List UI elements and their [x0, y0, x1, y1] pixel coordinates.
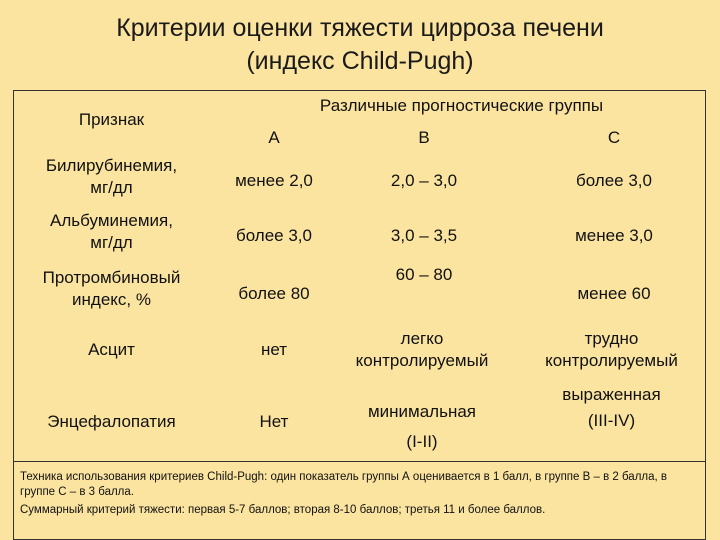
row-bilirubin-label	[14, 155, 209, 199]
value-line-2: контролируемый	[355, 351, 489, 370]
value-line-2: (I-II)	[406, 432, 438, 451]
scoring-notes	[13, 462, 706, 540]
label-line-1: Протромбиновый	[42, 268, 181, 287]
row-albumin-a: более 3,0	[235, 226, 312, 245]
row-bilirubin-b: 2,0 – 3,0	[390, 171, 458, 190]
value-line-2: контролируемый	[545, 351, 678, 370]
criteria-table	[13, 90, 706, 462]
row-ascites-c	[519, 328, 704, 372]
note-severity-criterion: Суммарный критерий тяжести: первая 5-7 баллов; вторая 8-10 баллов; третья 11 и более баллов.	[20, 504, 546, 516]
row-albumin-b: 3,0 – 3,5	[390, 226, 458, 245]
header-sign: Признак	[78, 110, 145, 129]
row-prothrombin-c: менее 60	[577, 284, 651, 303]
row-albumin-c: менее 3,0	[575, 226, 653, 245]
note-scoring-technique: Техника использования критериев Child-Pugh: один показатель группы А оценивается в 1 балл, в группе В – в 2 балла, в группе С – в 3 балла.	[20, 471, 668, 498]
header-group-b: В	[418, 128, 430, 147]
label-line-2: мг/дл	[90, 233, 133, 252]
value-line-1: минимальная	[367, 402, 477, 421]
title-line-2: (индекс Child-Pugh)	[246, 47, 474, 75]
row-encephalopathy-c	[519, 382, 704, 434]
row-ascites-a: нет	[260, 340, 288, 359]
header-group-a: А	[268, 128, 280, 147]
value-line-1: выраженная	[562, 385, 661, 404]
row-prothrombin-b: 60 – 80	[395, 265, 453, 284]
row-prothrombin-label	[14, 267, 209, 311]
label-line-2: индекс, %	[72, 290, 151, 309]
row-bilirubin-c: более 3,0	[575, 171, 652, 190]
row-bilirubin-a: менее 2,0	[235, 171, 313, 190]
header-groups: Различные прогностические группы	[319, 96, 604, 115]
title-line-1: Критерии оценки тяжести цирроза печени	[116, 14, 604, 42]
row-encephalopathy-label: Энцефалопатия	[47, 412, 176, 431]
row-ascites-b	[332, 328, 512, 372]
value-line-2: (III-IV)	[587, 411, 636, 430]
page-title	[0, 12, 720, 78]
header-group-c: С	[607, 128, 621, 147]
row-prothrombin-a: более 80	[238, 284, 310, 303]
row-albumin-label	[14, 210, 209, 254]
label-line-1: Билирубинемия,	[45, 156, 178, 175]
value-line-1: легко	[400, 329, 444, 348]
row-ascites-label: Асцит	[88, 340, 135, 359]
row-encephalopathy-b	[332, 397, 512, 457]
label-line-1: Альбуминемия,	[50, 211, 173, 230]
row-encephalopathy-a: Нет	[259, 412, 289, 431]
value-line-1: трудно	[584, 329, 639, 348]
label-line-2: мг/дл	[90, 178, 133, 197]
